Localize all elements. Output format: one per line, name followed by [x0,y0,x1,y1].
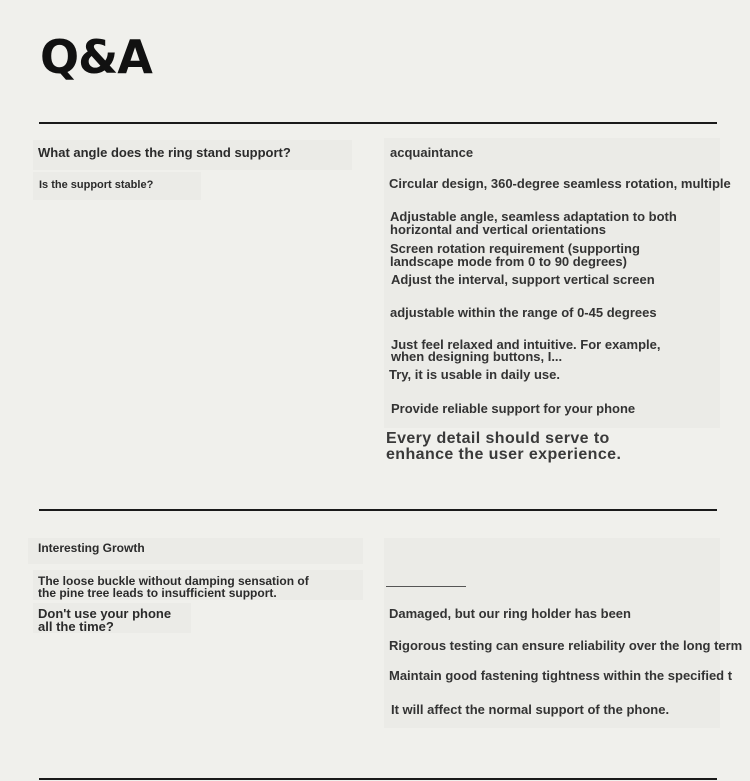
highlight-text: Every detail should serve to [386,430,610,447]
answer-text: when designing buttons, I... [391,349,563,364]
answer-text: landscape mode from 0 to 90 degrees) [390,254,627,269]
question-text: the pine tree leads to insufficient support. [38,586,277,600]
answer-text: Adjustable angle, seamless adaptation to both [390,209,677,224]
question-text: Don't use your phone [38,606,172,621]
answer-text: Circular design, 360-degree seamless rotation, multiple [389,176,731,191]
placeholder-line [386,586,466,587]
answer-text: Screen rotation requirement (supporting [390,241,640,256]
page-title: Q&A [40,30,152,84]
question-text: The loose buckle without damping sensation of [38,574,309,588]
answer-text: Maintain good fastening tightness within the specified t [389,668,733,683]
question-text: Is the support stable? [39,179,154,191]
highlight-text: enhance the user experience. [386,446,622,463]
answer-text: adjustable within the range of 0-45 degrees [390,305,657,320]
answer-text: Damaged, but our ring holder has been [389,606,631,621]
divider-middle [39,509,717,511]
divider-bottom [39,778,717,780]
answer-text: horizontal and vertical orientations [390,222,606,237]
answer-text: Rigorous testing can ensure reliability over the long term [389,638,743,653]
question-text: all the time? [38,619,114,634]
answer-text: Try, it is usable in daily use. [389,367,560,382]
answer-text: acquaintance [390,145,474,160]
answer-text: It will affect the normal support of the phone. [391,702,670,717]
divider-top [39,122,717,124]
answer-panel [384,538,720,728]
answer-text: Provide reliable support for your phone [391,401,636,416]
answer-text: Just feel relaxed and intuitive. For example, [391,337,661,352]
question-text: What angle does the ring stand support? [38,145,291,160]
answer-text: Adjust the interval, support vertical screen [391,272,655,287]
question-text: Interesting Growth [38,541,145,555]
